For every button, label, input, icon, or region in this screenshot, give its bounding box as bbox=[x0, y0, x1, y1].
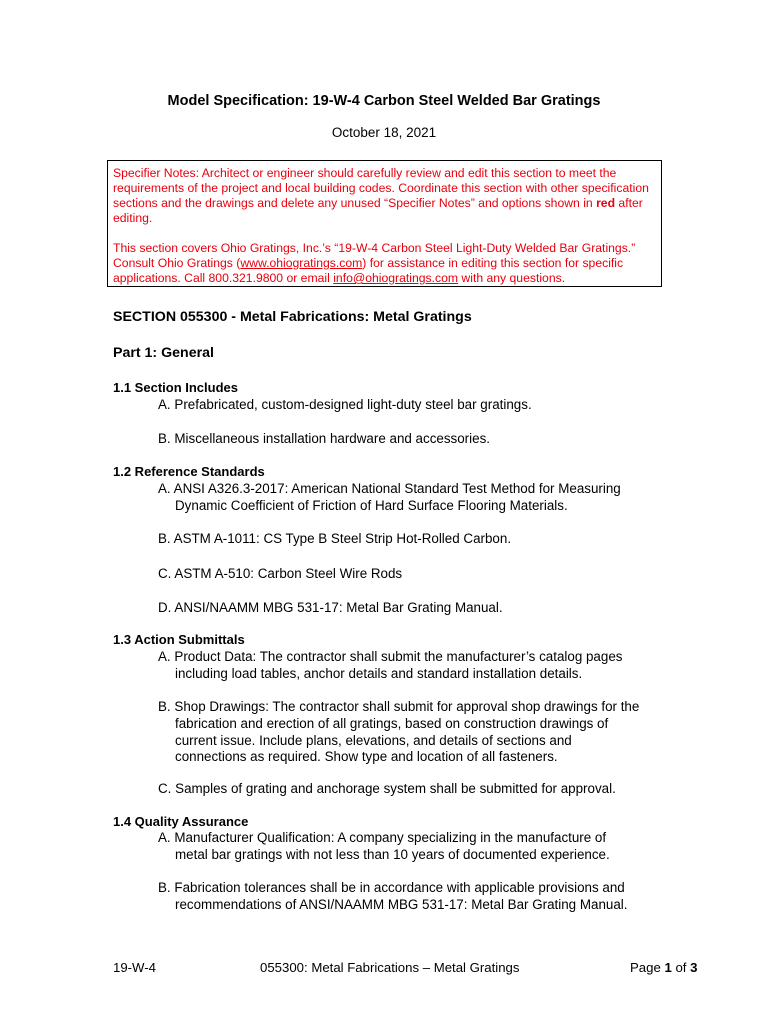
subsection-heading-1-4: 1.4 Quality Assurance bbox=[113, 814, 249, 829]
part-title: Part 1: General bbox=[113, 345, 214, 361]
list-item: B. Fabrication tolerances shall be in accordance with applicable provisions and recommendations of ANSI/NAAMM MBG 531-17: Metal Bar Grating Manual. bbox=[158, 880, 628, 912]
list-item: B. ASTM A-1011: CS Type B Steel Strip Hot-Rolled Carbon. bbox=[158, 531, 512, 546]
specifier-notes-box bbox=[107, 160, 662, 287]
document-title: Model Specification: 19-W-4 Carbon Steel Welded Bar Gratings bbox=[167, 93, 601, 109]
list-item: B. Miscellaneous installation hardware and accessories. bbox=[158, 431, 490, 446]
list-item: A. Manufacturer Qualification: A company specializing in the manufacture of metal bar gratings with not less than 10 years of documented experience. bbox=[158, 830, 610, 862]
list-item: C. ASTM A-510: Carbon Steel Wire Rods bbox=[158, 566, 403, 581]
list-item: A. ANSI A326.3-2017: American National Standard Test Method for Measuring Dynamic Coefficient of Friction of Hard Surface Flooring Materials. bbox=[158, 481, 621, 513]
footer-page-number: Page 1 of 3 bbox=[630, 960, 698, 975]
footer-doc-code: 19-W-4 bbox=[113, 960, 156, 975]
list-item: B. Shop Drawings: The contractor shall submit for approval shop drawings for the fabrication and erection of all gratings, based on construction drawings of current issue. Include plans, elevations, and details of sections and connections as required. Show type and location of all fasteners. bbox=[158, 699, 640, 765]
subsection-heading-1-1: 1.1 Section Includes bbox=[113, 380, 238, 395]
specifier-notes-paragraph-2: This section covers Ohio Gratings, Inc.’s “19-W-4 Carbon Steel Light-Duty Welded Bar Gratings.” Consult Ohio Gratings (www.ohiogratings.com) for assistance in editing this section for specific applications. Call 800.321.9800 or email info@ohiogratings.com with any questions. bbox=[113, 241, 636, 285]
list-item: C. Samples of grating and anchorage system shall be submitted for approval. bbox=[158, 781, 616, 796]
document-date: October 18, 2021 bbox=[331, 125, 437, 140]
website-link[interactable]: www.ohiogratings.com bbox=[240, 256, 363, 270]
email-link[interactable]: info@ohiogratings.com bbox=[333, 271, 459, 285]
subsection-heading-1-2: 1.2 Reference Standards bbox=[113, 464, 265, 479]
subsection-heading-1-3: 1.3 Action Submittals bbox=[113, 632, 245, 647]
section-title: SECTION 055300 - Metal Fabrications: Metal Gratings bbox=[113, 309, 472, 325]
list-item: D. ANSI/NAAMM MBG 531-17: Metal Bar Grating Manual. bbox=[158, 600, 503, 615]
list-item: A. Prefabricated, custom-designed light-duty steel bar gratings. bbox=[158, 397, 532, 412]
list-item: A. Product Data: The contractor shall submit the manufacturer’s catalog pages including load tables, anchor details and standard installation details. bbox=[158, 649, 623, 681]
red-keyword: red bbox=[596, 196, 616, 210]
specifier-notes-paragraph-1: Specifier Notes: Architect or engineer should carefully review and edit this section to meet the requirements of the project and local building codes. Coordinate this section with other specification sections and the drawings and delete any unused “Specifier Notes” and options shown in red after editing. bbox=[113, 166, 649, 225]
footer-section-name: 055300: Metal Fabrications – Metal Gratings bbox=[260, 960, 520, 975]
